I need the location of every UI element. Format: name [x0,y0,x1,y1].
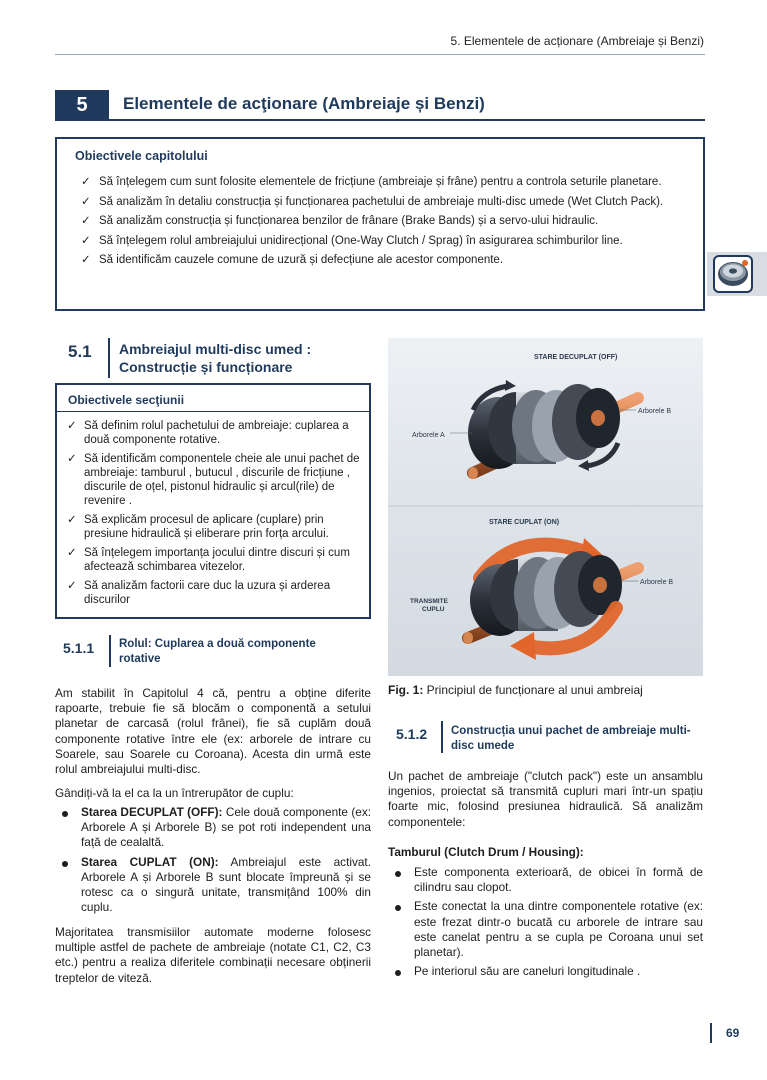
list-item: ✓ Să înțelegem importanța jocului dintre discuri și cum afectează schimbarea vitezelor. [67,547,350,573]
section-objectives-title: Obiectivele secţiunii [68,393,185,407]
shaft-a-label: Arborele A [412,432,445,439]
list-item: ✓ Să analizăm construcția și funcționarea benzilor de frânare (Brake Bands) și a servo-ului hidraulic. [81,215,599,227]
subsection-title: Construcția unui pachet de ambreiaje multi-disc umede [451,725,691,752]
list-item: ✓ Să identificăm cauzele comune de uzură și defecțiune ale acestor componente. [81,254,504,266]
clutch-drum-off [468,384,620,469]
section-objectives-list [65,419,361,612]
list-item: ✓ Să definim rolul pachetului de ambreiaje: cuplarea a două componente rotative. [67,420,349,446]
subsection-title: Rolul: Cuplarea a două componente rotative [119,638,316,665]
subsection-number: 5.1.2 [396,726,428,742]
shaft-b-label-2: Arborele B [640,579,674,586]
checkmark-icon: ✓ [67,547,77,559]
section-objectives-divider [57,411,369,412]
subsection-number: 5.1.1 [63,640,95,656]
list-item: ✓ Să analizăm factorii care duc la uzura și arderea discurilor [67,580,331,606]
drum-list [388,865,703,983]
shaft-b-label: Arborele B [638,408,672,415]
page-number: 69 [726,1026,740,1040]
checkmark-icon: ✓ [67,580,77,592]
chapter-rule [55,119,705,121]
clutch-principle-figure [388,338,703,676]
paragraph: Un pachet de ambreiaje ("clutch pack") este un ansamblu ingenios, proiectat să transmită cupluri mari într-un spațiu foarte mic, folosind presiunea hidraulică. Să analizăm componentele: [388,769,703,829]
list-item: ✓ Să înțelegem cum sunt folosite elementele de fricțiune (ambreiaje și frâne) pentru a controla seturile planetare. [81,176,662,188]
page-number-bar [710,1023,712,1043]
checkmark-icon: ✓ [81,176,91,188]
subsection-bar [109,635,111,667]
section-bar [108,338,110,378]
checkmark-icon: ✓ [81,234,91,247]
checkmark-icon: ✓ [81,195,91,208]
checkmark-icon: ✓ [67,420,77,432]
list-item: Este componenta exterioară, de obicei în formă de cilindru sau clopot. [388,865,703,895]
chapter-objectives-title: Obiectivele capitolului [75,149,208,163]
state-on-label: STARE CUPLAT (ON) [489,519,560,526]
list-item: Starea CUPLAT (ON): Ambreiajul este activat. Arborele A și Arborele B sunt blocate împreună și se rotesc ca o singură unitate, transmițând 100% din cuplu. [55,855,371,916]
transmits-label-2: CUPLU [422,606,445,613]
checkmark-icon: ✓ [67,514,77,526]
chapter-objectives-list [79,175,679,273]
paragraph: Majoritatea transmisiilor automate moderne folosesc multiple astfel de pachete de ambreiaje (notate C1, C2, C3 etc.) pentru a realiza diferitele combinații necesare obținerii treptelor de viteză. [55,925,371,985]
state-off-label: STARE DECUPLAT (OFF) [534,354,618,361]
checkmark-icon: ✓ [81,215,91,227]
drum-heading: Tamburul (Clutch Drum / Housing): [388,845,584,859]
list-item: ✓ Să identificăm componentele cheie ale unui pachet de ambreiaje: tamburul , butucul , discurile de fricțiune , discurile de oțel, pistonul hidraulic și arcul(rile) de revenire . [67,453,360,507]
subsection-bar [441,721,443,753]
section-number: 5.1 [68,342,92,361]
list-item: Este conectat la una dintre componentele rotative (ex: este frezat dintr-o bucată cu arborele de intrare sau este canelat pentru a se cupla pe Coroana unui set planetar). [388,899,703,960]
list-item: ✓ Să înțelegem rolul ambreiajului unidirecțional (One-Way Clutch / Sprag) în asigurarea schimburilor line. [81,234,623,247]
section-title: Ambreiajul multi-disc umed : Construcție și funcționare [119,341,312,375]
chapter-title: Elementele de acţionare (Ambreiaje și Benzi) [123,94,485,113]
header-rule [55,54,705,55]
bullet-icon [395,970,401,976]
checkmark-icon: ✓ [67,453,77,465]
paragraph: Am stabilit în Capitolul 4 că, pentru a obține diferite rapoarte, trebuie fie să blocăm o componentă a setului planetar de carcasă (rolul frânei), fie să cuplăm două componente rotative între ele (ex: arborele de intrare cu Soarele, sau Soarele cu Coroana). Acesta din urmă este rolul ambreiajului multi-disc. [55,686,371,777]
clutch-pack-icon [713,255,753,293]
paragraph: Gândiți-vă la el ca la un întrerupător de cuplu: [55,786,294,800]
bullet-icon [395,905,401,911]
figure-caption: Fig. 1: Principiul de funcționare al unui ambreiaj [388,683,643,697]
states-list [55,805,371,919]
running-header: 5. Elementele de acționare (Ambreiaje și Benzi) [450,34,704,48]
bullet-icon [62,861,68,867]
list-item: ✓ Să explicăm procesul de aplicare (cuplare) prin presiune hidraulică și eliberare prin forța arcului. [67,514,329,540]
list-item: Pe interiorul său are caneluri longitudinale . [388,964,703,979]
bullet-icon [62,811,68,817]
transmits-label-1: TRANSMITE [410,598,448,605]
list-item: ✓ Să analizăm în detaliu construcția și funcționarea pachetului de ambreiaje multi-disc umede (Wet Clutch Pack). [81,195,664,208]
list-item: Starea DECUPLAT (OFF): Cele două componente (ex: Arborele A și Arborele B) se pot roti independent una față de cealaltă. [55,805,371,851]
section-objectives-box [55,383,371,619]
checkmark-icon: ✓ [81,254,91,266]
chapter-objectives-box [55,137,705,311]
chapter-number: 5 [55,90,109,120]
bullet-icon [395,871,401,877]
